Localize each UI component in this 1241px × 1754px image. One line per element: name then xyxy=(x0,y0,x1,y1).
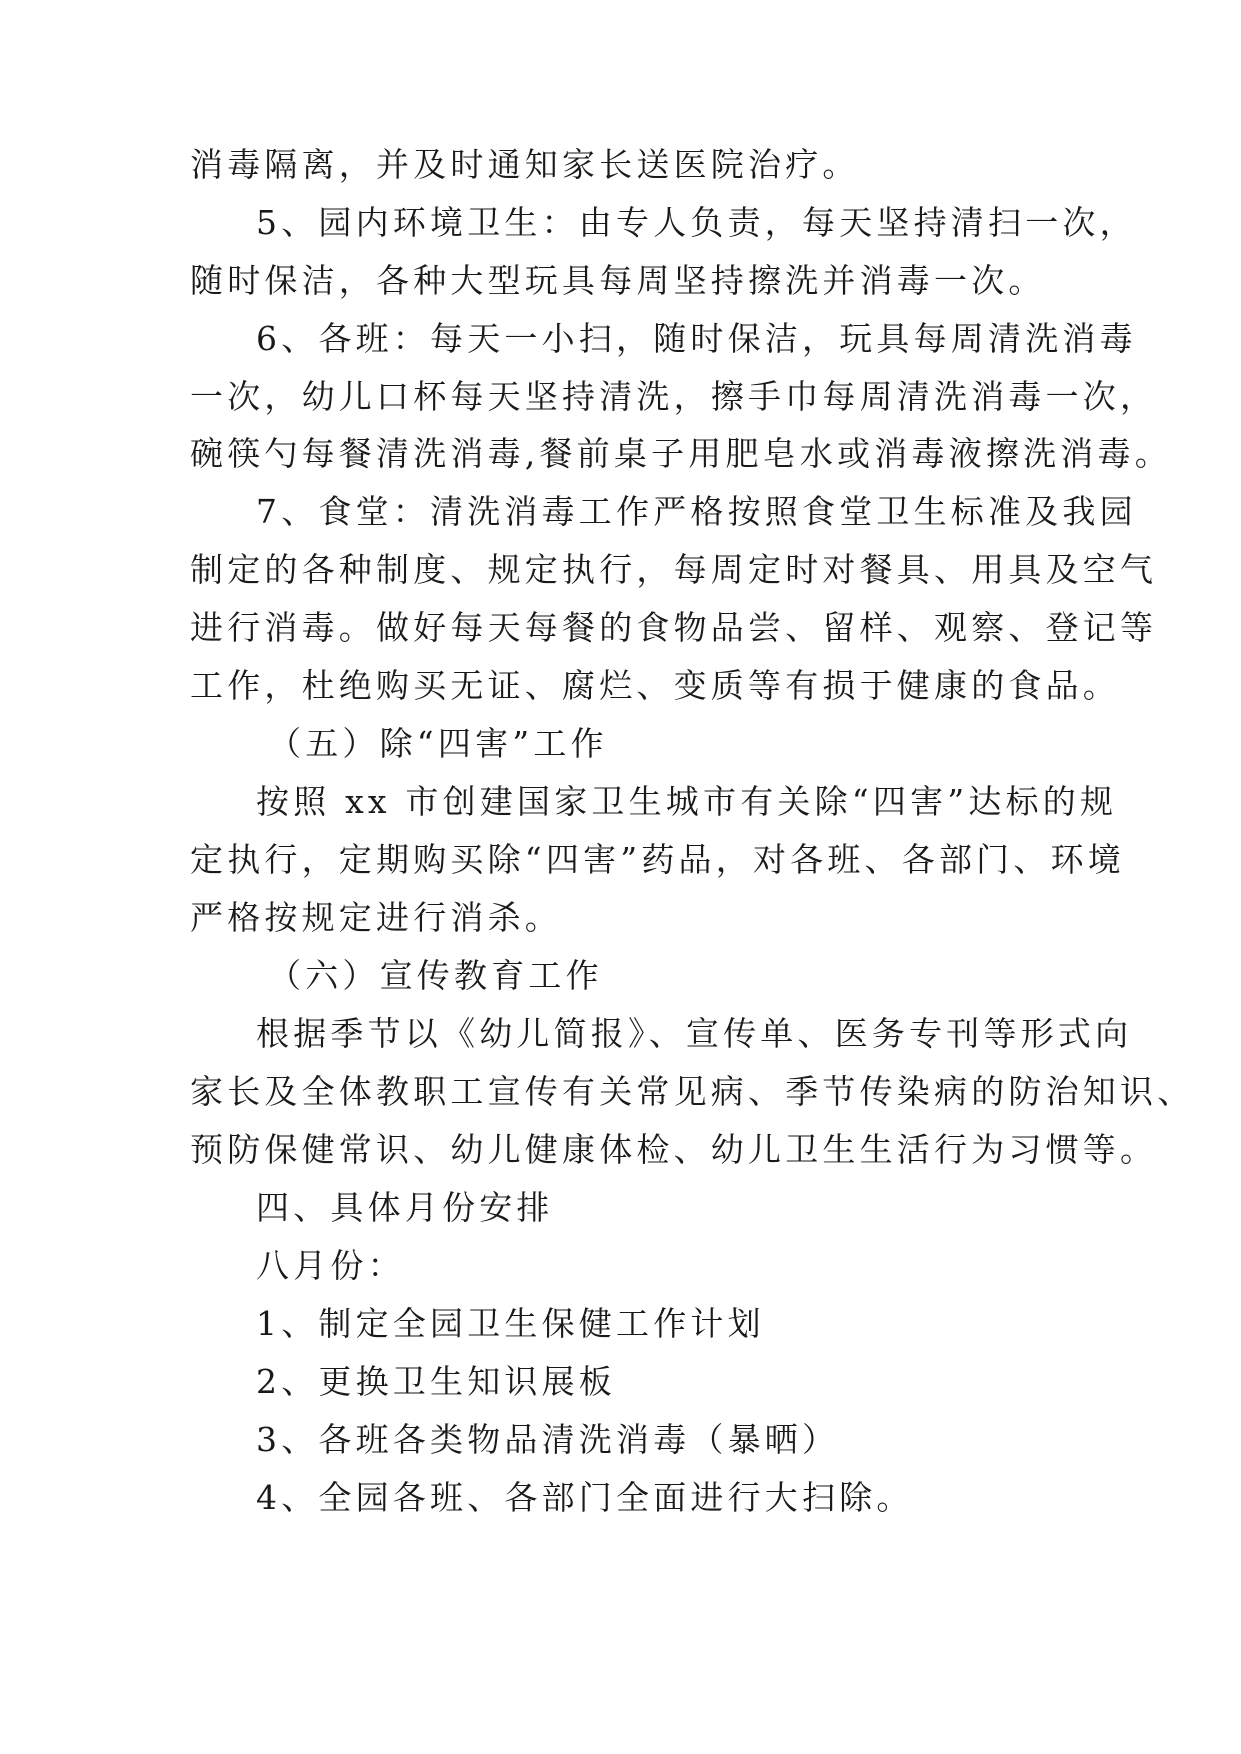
list-item: 1、制定全园卫生保健工作计划 xyxy=(256,1304,765,1343)
text-line: 定执行，定期购买除“四害”药品，对各班、各部门、环境 xyxy=(190,840,1125,879)
text-line: 7、食堂：清洗消毒工作严格按照食堂卫生标准及我园 xyxy=(256,492,1137,531)
text-line: 严格按规定进行消杀。 xyxy=(190,898,562,937)
text-line: 预防保健常识、幼儿健康体检、幼儿卫生生活行为习惯等。 xyxy=(190,1130,1158,1169)
text-line: 按照 xx 市创建国家卫生城市有关除“四害”达标的规 xyxy=(256,782,1118,821)
list-item: 2、更换卫生知识展板 xyxy=(256,1362,616,1401)
list-item: 4、全园各班、各部门全面进行大扫除。 xyxy=(256,1478,914,1517)
text-line: 消毒隔离，并及时通知家长送医院治疗。 xyxy=(190,145,860,184)
section-heading: （六）宣传教育工作 xyxy=(268,956,603,995)
text-line: 工作，杜绝购买无证、腐烂、变质等有损于健康的食品。 xyxy=(190,666,1120,705)
text-line: 一次，幼儿口杯每天坚持清洗，擦手巾每周清洗消毒一次， xyxy=(190,377,1158,416)
text-line: 进行消毒。做好每天每餐的食物品尝、留样、观察、登记等 xyxy=(190,608,1158,647)
text-line: 八月份： xyxy=(256,1246,405,1285)
text-line: 制定的各种制度、规定执行，每周定时对餐具、用具及空气 xyxy=(190,550,1158,589)
text-line: 6、各班：每天一小扫，随时保洁，玩具每周清洗消毒 xyxy=(256,319,1137,358)
section-heading: （五）除“四害”工作 xyxy=(268,724,608,763)
list-item: 3、各班各类物品清洗消毒（暴晒） xyxy=(256,1420,840,1459)
text-line: 碗筷勺每餐清洗消毒,餐前桌子用肥皂水或消毒液擦洗消毒。 xyxy=(190,434,1172,473)
text-line: 5、园内环境卫生：由专人负责，每天坚持清扫一次， xyxy=(256,203,1137,242)
text-line: 家长及全体教职工宣传有关常见病、季节传染病的防治知识、 xyxy=(190,1072,1195,1111)
section-heading: 四、具体月份安排 xyxy=(256,1188,554,1227)
text-line: 根据季节以《幼儿简报》、宣传单、医务专刊等形式向 xyxy=(256,1014,1133,1053)
text-line: 随时保洁，各种大型玩具每周坚持擦洗并消毒一次。 xyxy=(190,261,1046,300)
